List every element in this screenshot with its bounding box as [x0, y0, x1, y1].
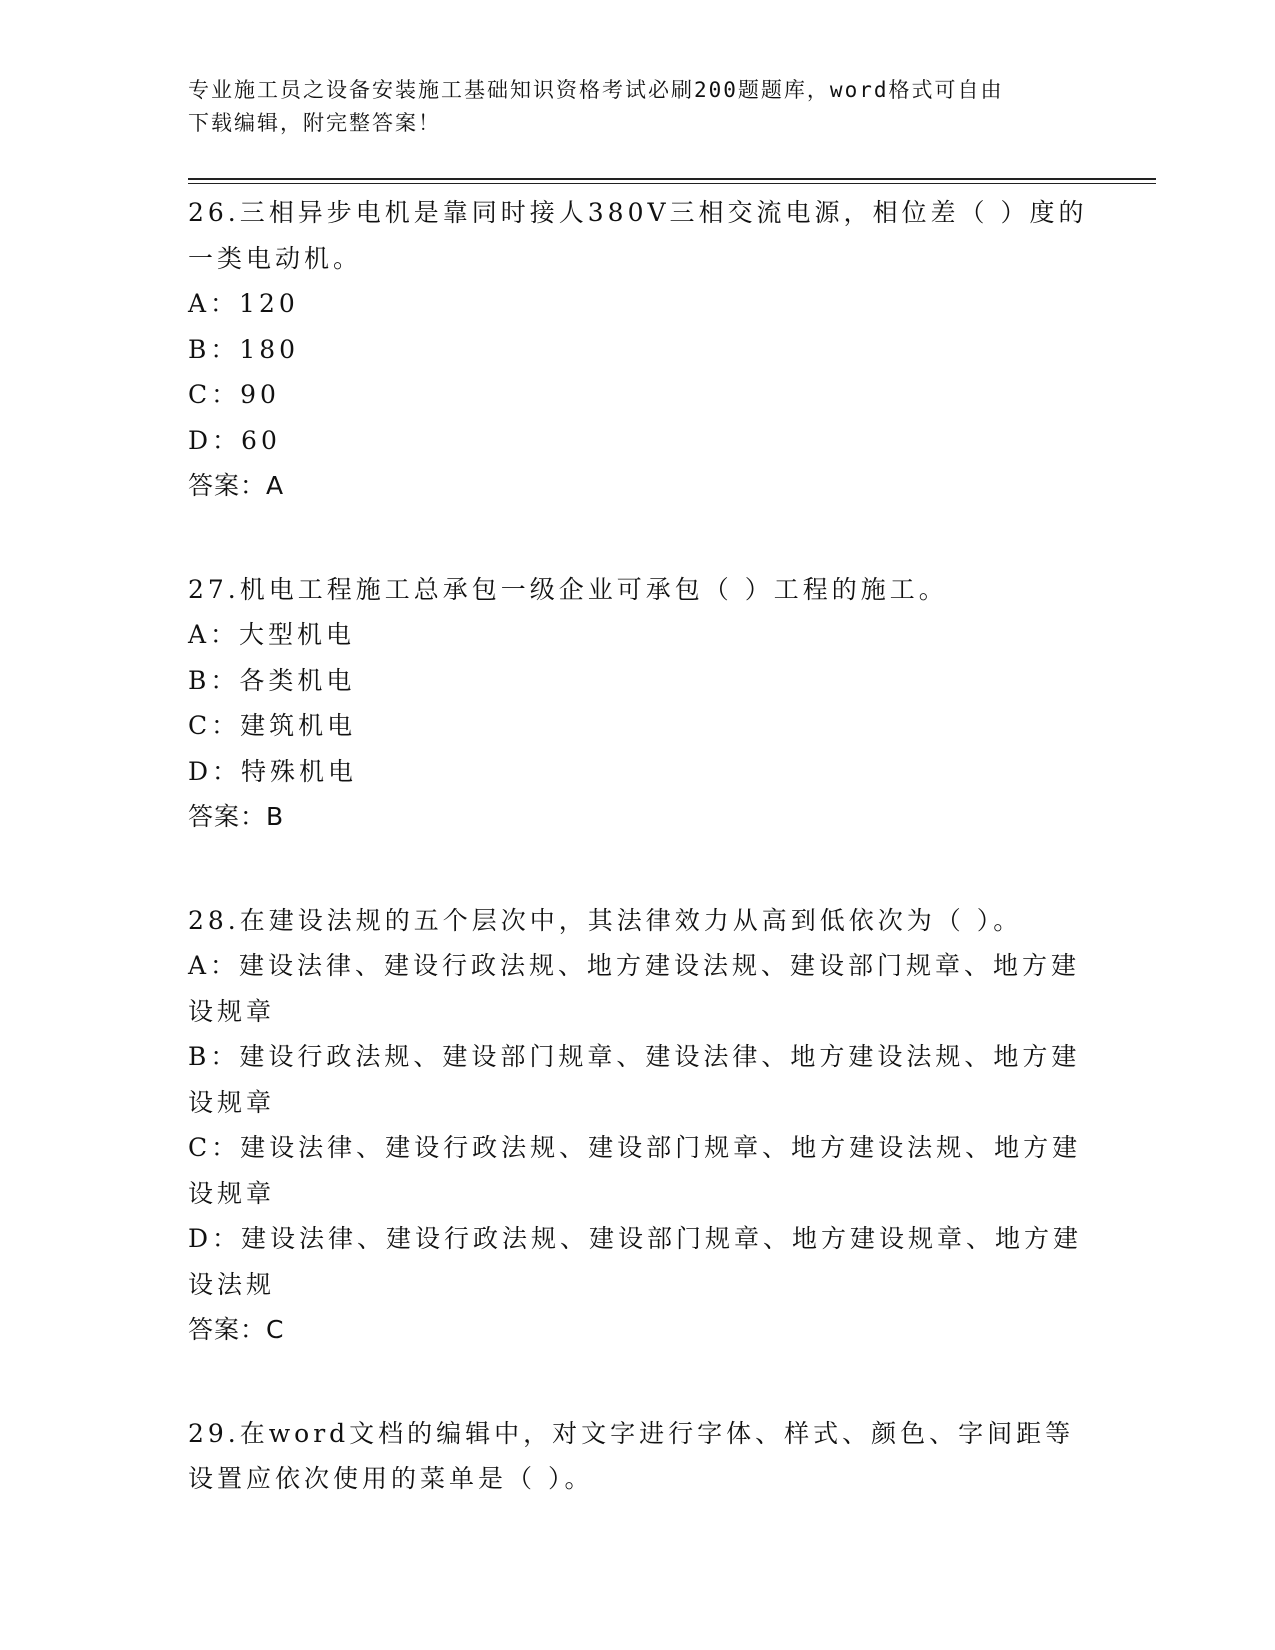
- question-stem: 设置应依次使用的菜单是（ ）。: [188, 1464, 594, 1493]
- answer: 答案：C: [188, 1315, 285, 1344]
- question-stem: 一类电动机。: [188, 243, 363, 273]
- question-28: [188, 898, 1088, 1353]
- question-29: [188, 1411, 1088, 1502]
- option-c: C：建筑机电: [188, 711, 357, 740]
- option-b-continued: 设规章: [188, 1087, 276, 1117]
- question-stem: 28.在建设法规的五个层次中，其法律效力从高到低依次为（ ）。: [188, 905, 1023, 935]
- answer: 答案：A: [188, 471, 285, 500]
- question-26: [188, 190, 1088, 509]
- option-d: D：60: [188, 425, 281, 455]
- page-header: [188, 74, 1088, 140]
- option-b: B：各类机电: [188, 665, 356, 695]
- question-27: [188, 567, 1088, 840]
- question-list: [188, 190, 1088, 1560]
- question-stem: 26.三相异步电机是靠同时接人380V三相交流电源，相位差（ ）度的: [188, 198, 1088, 227]
- option-c: C：建设法律、建设行政法规、建设部门规章、地方建设法规、地方建: [188, 1133, 1082, 1162]
- option-c: C：90: [188, 380, 280, 409]
- header-rule-thick: [188, 178, 1156, 180]
- option-d: D：特殊机电: [188, 756, 358, 786]
- header-rule-thin: [188, 183, 1156, 184]
- question-stem: 27.机电工程施工总承包一级企业可承包（ ）工程的施工。: [188, 574, 948, 604]
- option-a: A：大型机电: [188, 620, 356, 649]
- option-a: A：120: [188, 289, 299, 318]
- option-d: D：建设法律、建设行政法规、建设部门规章、地方建设规章、地方建: [188, 1224, 1083, 1253]
- option-b: B：建设行政法规、建设部门规章、建设法律、地方建设法规、地方建: [188, 1042, 1081, 1071]
- option-d-continued: 设法规: [188, 1269, 276, 1299]
- option-a-continued: 设规章: [188, 996, 276, 1026]
- header-line-2: 下载编辑，附完整答案！: [188, 111, 441, 135]
- option-b: B：180: [188, 334, 300, 364]
- answer: 答案：B: [188, 802, 285, 831]
- question-stem: 29.在word文档的编辑中，对文字进行字体、样式、颜色、字间距等: [188, 1418, 1075, 1448]
- header-line-1: 专业施工员之设备安装施工基础知识资格考试必刷200题题库，word格式可自由: [188, 78, 1004, 102]
- option-a: A：建设法律、建设行政法规、地方建设法规、建设部门规章、地方建: [188, 951, 1081, 980]
- option-c-continued: 设规章: [188, 1178, 276, 1208]
